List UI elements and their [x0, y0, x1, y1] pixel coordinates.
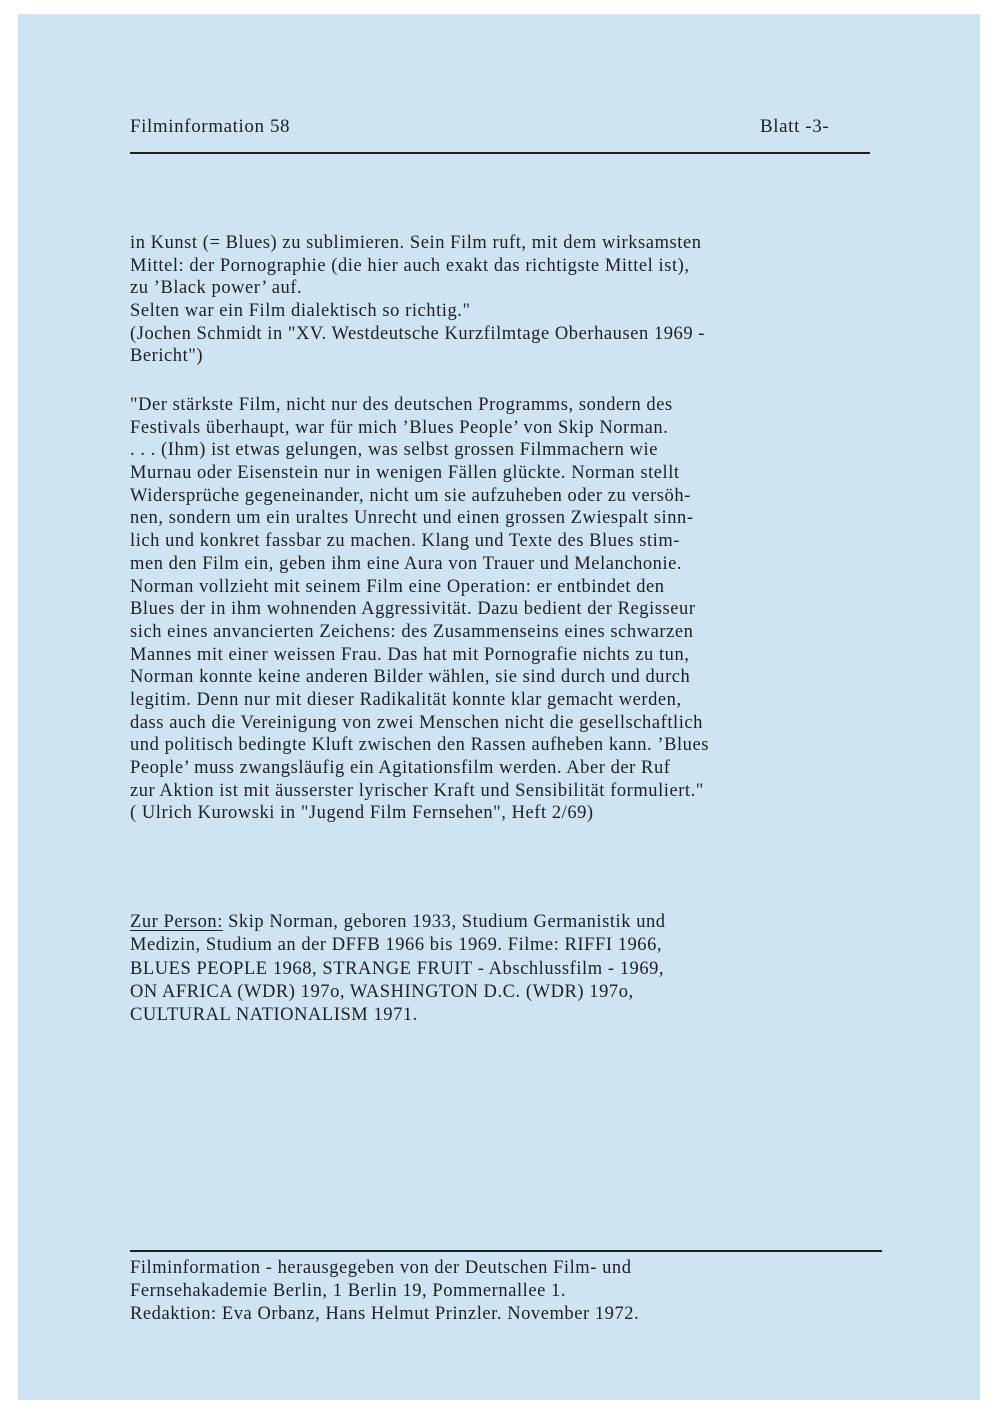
text-line: Mannes mit einer weissen Frau. Das hat mit Pornografie nichts zu tun,: [130, 644, 690, 665]
text-line: nen, sondern um ein uraltes Unrecht und einen grossen Zwiespalt sinn-: [130, 508, 694, 529]
text-line: ON AFRICA (WDR) 197o, WASHINGTON D.C. (WDR) 197o,: [130, 981, 634, 1002]
text-line: . . . (Ihm) ist etwas gelungen, was selbst grossen Filmmachern wie: [130, 440, 658, 461]
text-line: Widersprüche gegeneinander, nicht um sie aufzuheben oder zu versöh-: [130, 485, 691, 506]
text-line: und politisch bedingte Kluft zwischen den Rassen aufheben kann. ’Blues: [130, 735, 709, 756]
header-rule: [130, 152, 870, 154]
text-line: Murnau oder Eisenstein nur in wenigen Fällen glückte. Norman stellt: [130, 463, 680, 484]
document-page: [18, 14, 980, 1400]
text-line: Norman konnte keine anderen Bilder wählen, sie sind durch und durch: [130, 667, 691, 688]
text-line: (Jochen Schmidt in "XV. Westdeutsche Kurzfilmtage Oberhausen 1969 -: [130, 323, 706, 344]
quote-schmidt: [130, 232, 705, 368]
text-line: ( Ulrich Kurowski in "Jugend Film Fernsehen", Heft 2/69): [130, 803, 594, 824]
text-line: Mittel: der Pornographie (die hier auch exakt das richtigste Mittel ist),: [130, 255, 690, 276]
text-line: in Kunst (= Blues) zu sublimieren. Sein Film ruft, mit dem wirksamsten: [130, 233, 702, 253]
text-line: zu ’Black power’ auf.: [130, 278, 303, 299]
text-line: men den Film ein, geben ihm eine Aura von Trauer und Melanchonie.: [130, 553, 683, 574]
quote-kurowski: [130, 394, 709, 825]
text-line: Fernsehakademie Berlin, 1 Berlin 19, Pommernallee 1.: [130, 1281, 567, 1301]
text-line: BLUES PEOPLE 1968, STRANGE FRUIT - Abschlussfilm - 1969,: [130, 958, 665, 979]
text-line: zur Aktion ist mit äusserster lyrischer Kraft und Sensibilität formuliert.": [130, 780, 704, 801]
text-line: Skip Norman, geboren 1933, Studium Germanistik und: [222, 912, 666, 932]
text-line: legitim. Denn nur mit dieser Radikalität konnte klar gemacht werden,: [130, 689, 682, 710]
text-line: Festivals überhaupt, war für mich ’Blues People’ von Skip Norman.: [130, 417, 669, 438]
text-line: People’ muss zwangsläufig ein Agitationsfilm werden. Aber der Ruf: [130, 758, 671, 778]
person-heading: Zur Person:: [130, 912, 223, 932]
text-line: sich eines anvancierten Zeichens: des Zusammenseins eines schwarzen: [130, 621, 694, 642]
text-line: Redaktion: Eva Orbanz, Hans Helmut Prinzler. November 1972.: [130, 1304, 640, 1324]
text-line: dass auch die Vereinigung von zwei Menschen nicht die gesellschaftlich: [130, 712, 703, 733]
text-line: Selten war ein Film dialektisch so richtig.": [130, 301, 471, 322]
person-section: [130, 911, 666, 1027]
text-line: Medizin, Studium an der DFFB 1966 bis 1969. Filme: RIFFI 1966,: [130, 935, 663, 956]
text-line: CULTURAL NATIONALISM 1971.: [130, 1005, 418, 1026]
text-line: Blues der in ihm wohnenden Aggressivität. Dazu bedient der Regisseur: [130, 599, 696, 620]
header-title: Filminformation 58: [130, 116, 291, 137]
text-line: "Der stärkste Film, nicht nur des deutschen Programms, sondern des: [130, 395, 673, 415]
footer-imprint: [130, 1257, 639, 1326]
text-line: Filminformation - herausgegeben von der Deutschen Film- und: [130, 1258, 632, 1278]
text-line: lich und konkret fassbar zu machen. Klang und Texte des Blues stim-: [130, 531, 681, 552]
text-line: Bericht"): [130, 346, 204, 367]
header-page-number: Blatt -3-: [760, 116, 830, 137]
text-line: Norman vollzieht mit seinem Film eine Operation: er entbindet den: [130, 576, 665, 597]
footer-rule: [130, 1250, 882, 1252]
person-first-line: [130, 911, 666, 934]
